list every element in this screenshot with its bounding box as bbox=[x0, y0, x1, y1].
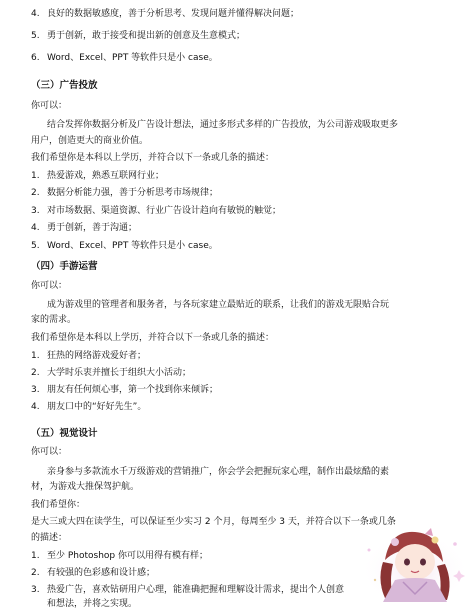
list-item: 4. 良好的数据敏感度，善于分析思考、发现问题并懂得解决问题； bbox=[31, 9, 300, 19]
list-item: 3. 热爱广告，喜欢钻研用户心理，能准确把握和理解设计需求，提出个人创意 bbox=[31, 585, 345, 595]
section-heading: （五）视觉设计 bbox=[31, 428, 98, 439]
paragraph-line: 结合发挥你数据分析及广告设计想法，通过多形式多样的广告投放，为公司游戏吸取更多 bbox=[47, 120, 399, 130]
paragraph-line: 成为游戏里的管理者和服务者，与各玩家建立最贴近的联系，让我们的游戏无限贴合玩 bbox=[47, 300, 390, 310]
list-item: 3. 对市场数据、渠道资源、行业广告设计趋向有敏锐的触觉； bbox=[31, 206, 282, 216]
paragraph-line: 家的需求。 bbox=[31, 315, 77, 325]
section-intro: 你可以： bbox=[31, 281, 68, 291]
list-item: 4. 勇于创新，善于沟通； bbox=[31, 223, 138, 233]
list-item: 2. 数据分析能力强，善于分析思考市场规律； bbox=[31, 188, 219, 198]
requirements-intro: 我们希望你： bbox=[31, 500, 86, 510]
list-item: 1. 至少 Photoshop 你可以用得有模有样； bbox=[31, 551, 209, 561]
requirements-text: 的描述： bbox=[31, 533, 68, 543]
paragraph-line: 材，为游戏大推保驾护航。 bbox=[31, 482, 140, 492]
requirements-intro: 我们希望你是本科以上学历，并符合以下一条或几条的描述： bbox=[31, 333, 275, 343]
list-item: 5. Word、Excel、PPT 等软件只是小 case。 bbox=[31, 241, 218, 251]
section-intro: 你可以： bbox=[31, 101, 68, 111]
list-item: 2. 有较强的色彩感和设计感； bbox=[31, 568, 156, 578]
list-item: 2. 大学时乐衷并擅长于组织大小活动； bbox=[31, 368, 192, 378]
list-item: 1. 热爱游戏，熟悉互联网行业； bbox=[31, 171, 165, 181]
list-item: 5. 勇于创新，敢于接受和提出新的创意及生意模式； bbox=[31, 31, 246, 41]
list-item: 3. 朋友有任何烦心事，第一个找到你来倾诉； bbox=[31, 385, 219, 395]
list-item: 1. 狂热的网络游戏爱好者； bbox=[31, 351, 147, 361]
section-heading: （三）广告投放 bbox=[31, 80, 98, 91]
paragraph-line: 亲身参与多款流水千万级游戏的营销推广，你会学会把握玩家心理，制作出最炫酷的素 bbox=[47, 467, 390, 477]
list-item: 6. Word、Excel、PPT 等软件只是小 case。 bbox=[31, 53, 218, 63]
section-heading: （四）手游运营 bbox=[31, 261, 98, 272]
game-character-illustration bbox=[355, 520, 465, 602]
list-item: 4. 朋友口中的“好好先生”。 bbox=[31, 402, 147, 412]
list-item-continuation: 和想法，并将之实现。 bbox=[47, 599, 138, 609]
requirements-text: 是大三或大四在读学生，可以保证至少实习 2 个月，每周至少 3 天，并符合以下一条或几条 bbox=[31, 517, 396, 527]
paragraph-line: 用户，创造更大的商业价值。 bbox=[31, 136, 149, 146]
section-intro: 你可以： bbox=[31, 447, 68, 457]
requirements-intro: 我们希望你是本科以上学历，并符合以下一条或几条的描述： bbox=[31, 153, 275, 163]
